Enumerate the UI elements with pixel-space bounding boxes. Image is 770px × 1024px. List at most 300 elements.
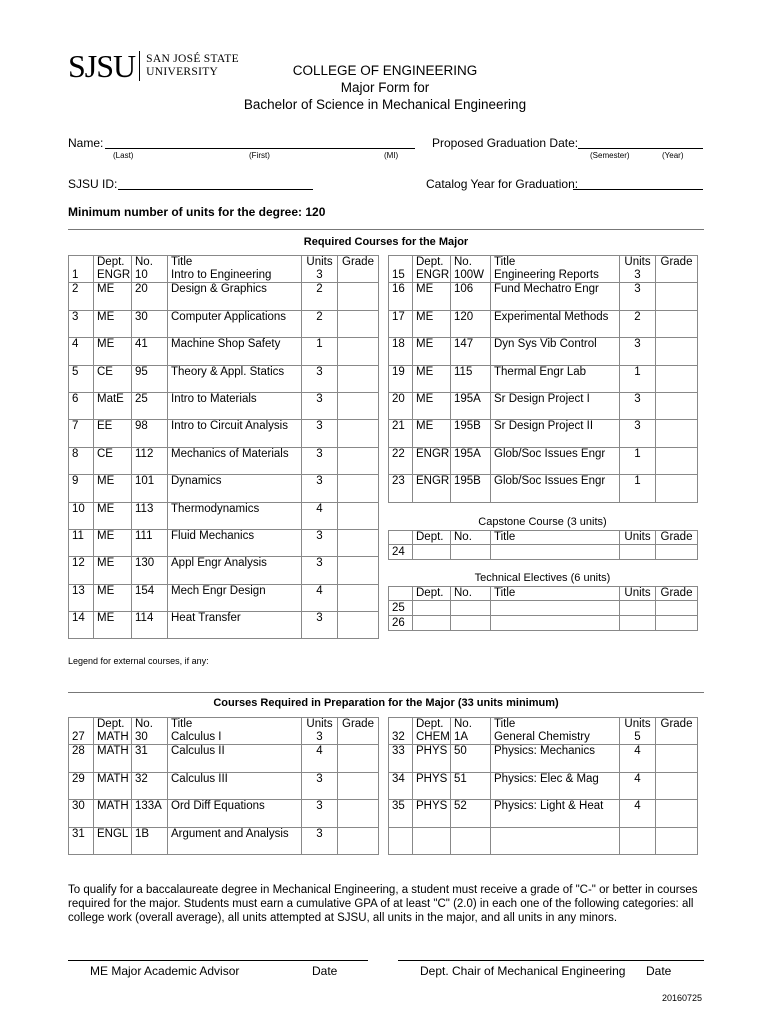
column-header: Units xyxy=(624,256,651,268)
column-header: Dept. xyxy=(97,256,125,268)
grade-cell[interactable] xyxy=(656,545,698,560)
prep-section-title: Courses Required in Preparation for the Major (33 units minimum) xyxy=(213,697,559,709)
column-header: No. xyxy=(451,531,491,545)
course-units xyxy=(302,420,338,447)
course-units xyxy=(302,772,338,799)
sjsu-id-field[interactable] xyxy=(118,175,313,190)
course-dept-value: MatE xyxy=(97,392,124,405)
course-title-field[interactable] xyxy=(491,545,620,560)
course-number-value: 147 xyxy=(454,338,474,351)
course-title xyxy=(168,310,302,337)
course-number xyxy=(132,310,168,337)
course-title xyxy=(491,256,620,283)
course-number-value: 50 xyxy=(454,745,467,758)
row-number: 25 xyxy=(389,601,413,616)
course-number xyxy=(132,745,168,772)
course-row xyxy=(389,745,698,772)
course-dept-value: PHYS xyxy=(416,745,448,758)
course-title xyxy=(168,800,302,827)
course-title-value: Mech Engr Design xyxy=(171,584,266,597)
course-dept-value: ENGL xyxy=(97,827,129,840)
grade-cell[interactable] xyxy=(656,447,698,474)
column-header: No. xyxy=(135,256,153,268)
column-header: No. xyxy=(454,256,472,268)
row-number-value: 27 xyxy=(72,731,85,744)
course-dept-value: ME xyxy=(97,584,115,597)
column-header: Dept. xyxy=(413,587,451,601)
course-dept-value: ME xyxy=(97,338,115,351)
column-header: Dept. xyxy=(413,531,451,545)
course-title-value: Sr Design Project I xyxy=(494,392,590,405)
course-number xyxy=(451,310,491,337)
course-row xyxy=(389,256,698,283)
course-row xyxy=(69,584,379,611)
course-units-value: 4 xyxy=(634,800,641,813)
heading-line2: Major Form for xyxy=(340,80,430,95)
course-title xyxy=(491,772,620,799)
course-title-value: Physics: Light & Heat xyxy=(494,800,604,813)
course-units-value: 2 xyxy=(316,310,323,323)
course-dept-value: ENGR xyxy=(416,269,450,281)
course-title xyxy=(168,745,302,772)
course-dept-value: MATH xyxy=(97,800,129,813)
course-dept-value: EE xyxy=(97,420,113,433)
course-units-value: 3 xyxy=(316,269,323,281)
row-number: 4 xyxy=(69,338,94,365)
course-title xyxy=(168,827,302,854)
course-units-value: 1 xyxy=(634,365,641,378)
course-units xyxy=(620,392,656,419)
grade-cell[interactable] xyxy=(338,584,379,611)
course-dept xyxy=(94,557,132,584)
course-units xyxy=(620,827,656,854)
course-dept xyxy=(413,283,451,310)
course-dept-value: MATH xyxy=(97,772,129,785)
grade-cell[interactable] xyxy=(338,420,379,447)
row-number: 34 xyxy=(389,772,413,799)
grade-cell[interactable] xyxy=(656,365,698,392)
course-units xyxy=(620,475,656,502)
course-row xyxy=(69,392,379,419)
course-title xyxy=(168,772,302,799)
major-courses-left-table xyxy=(68,255,379,639)
column-header: No. xyxy=(451,587,491,601)
course-dept xyxy=(94,283,132,310)
column-header: Units xyxy=(624,718,651,730)
course-number xyxy=(132,529,168,556)
course-title-value: Glob/Soc Issues Engr xyxy=(494,475,606,488)
grade-cell[interactable] xyxy=(338,718,379,745)
grade-cell[interactable] xyxy=(656,283,698,310)
course-units xyxy=(302,745,338,772)
row-number: 2 xyxy=(69,283,94,310)
catalog-year-label: Catalog Year for Graduation: xyxy=(426,177,579,191)
course-number xyxy=(451,447,491,474)
course-dept-value: CE xyxy=(97,447,113,460)
grade-cell[interactable] xyxy=(338,557,379,584)
logo-line2: UNIVERSITY xyxy=(146,66,219,78)
course-number-value: 1A xyxy=(454,731,469,743)
course-dept xyxy=(413,718,451,745)
grade-cell[interactable] xyxy=(338,529,379,556)
row-number: 16 xyxy=(389,283,413,310)
course-units xyxy=(620,420,656,447)
mi-sublabel: (MI) xyxy=(384,151,399,160)
grade-cell[interactable] xyxy=(338,338,379,365)
course-title-value: Dyn Sys Vib Control xyxy=(494,338,597,351)
heading-line3: Bachelor of Science in Mechanical Engineering xyxy=(243,97,527,112)
column-header: Title xyxy=(171,256,193,268)
sjsu-id-label: SJSU ID: xyxy=(68,177,118,191)
grade-cell[interactable] xyxy=(656,392,698,419)
course-title xyxy=(168,420,302,447)
advisor-signature-line[interactable] xyxy=(68,960,368,961)
row-number: 31 xyxy=(69,827,94,854)
course-units xyxy=(302,256,338,283)
course-number xyxy=(132,283,168,310)
row-number: 21 xyxy=(389,420,413,447)
grade-cell[interactable] xyxy=(338,310,379,337)
course-title-value: Physics: Elec & Mag xyxy=(494,772,599,785)
course-title xyxy=(491,745,620,772)
course-units xyxy=(302,827,338,854)
course-dept xyxy=(413,365,451,392)
requirements-paragraph: To qualify for a baccalaureate degree in Mechanical Engineering, a student must receive a grade of "C-" or better in courses required for the major. Students must earn a cumulative GPA of at least "C" (2.0) in each one of the following categories: all college work (overall average), all units attempted at SJSU, all units in the major, and all units in any minors. xyxy=(68,884,698,924)
form-code: 20160725 xyxy=(662,993,703,1003)
course-title-value: Appl Engr Analysis xyxy=(171,557,267,570)
name-label: Name: xyxy=(68,136,104,150)
course-dept-value: ME xyxy=(416,338,434,351)
advisor-date-label: Date xyxy=(312,964,338,978)
min-units-text: Minimum number of units for the degree: 120 xyxy=(68,205,326,219)
course-units xyxy=(620,283,656,310)
grade-cell[interactable] xyxy=(338,745,379,772)
course-number xyxy=(132,420,168,447)
row-number-header xyxy=(389,531,413,545)
course-dept-value: ME xyxy=(97,310,115,323)
grade-cell[interactable] xyxy=(656,475,698,502)
course-units xyxy=(620,745,656,772)
course-dept xyxy=(413,800,451,827)
course-dept xyxy=(94,745,132,772)
course-row xyxy=(69,827,379,854)
course-title-value: Ord Diff Equations xyxy=(171,800,265,813)
grade-cell[interactable] xyxy=(338,392,379,419)
course-title xyxy=(168,502,302,529)
course-number-value: 30 xyxy=(135,731,148,743)
row-number: 23 xyxy=(389,475,413,502)
course-row xyxy=(389,310,698,337)
course-row xyxy=(389,827,698,854)
row-number xyxy=(389,256,413,283)
course-number-value: 113 xyxy=(135,502,154,515)
course-number-value: 101 xyxy=(135,475,155,488)
course-title xyxy=(491,718,620,745)
grade-cell[interactable] xyxy=(656,718,698,745)
course-units-value: 3 xyxy=(316,475,323,488)
course-title-value: Dynamics xyxy=(171,475,222,488)
course-dept xyxy=(94,392,132,419)
column-header: No. xyxy=(454,718,472,730)
major-courses-right-table xyxy=(388,255,698,503)
course-number-value: 114 xyxy=(135,612,154,625)
course-title-value: Experimental Methods xyxy=(494,310,609,323)
grade-cell[interactable] xyxy=(656,827,698,854)
grade-cell[interactable] xyxy=(656,256,698,283)
course-units-value: 2 xyxy=(634,310,641,323)
course-units-value: 4 xyxy=(316,745,323,758)
course-dept-value: ENGR xyxy=(97,269,131,281)
course-number-field[interactable] xyxy=(451,616,491,631)
course-number-value: 195A xyxy=(454,392,481,405)
grade-cell[interactable] xyxy=(338,827,379,854)
course-number-value: 30 xyxy=(135,310,148,323)
course-title-value: Physics: Mechanics xyxy=(494,745,595,758)
course-number-value: 106 xyxy=(454,283,474,296)
course-number-value: 195B xyxy=(454,420,481,433)
course-number-field[interactable] xyxy=(451,601,491,616)
course-dept-field[interactable] xyxy=(413,545,451,560)
course-title-value: Calculus I xyxy=(171,731,222,743)
column-header: Title xyxy=(494,718,516,730)
course-units-value: 1 xyxy=(316,338,323,351)
course-row xyxy=(69,310,379,337)
course-row xyxy=(69,800,379,827)
course-title xyxy=(491,447,620,474)
course-units-field[interactable] xyxy=(620,601,656,616)
semester-sublabel: (Semester) xyxy=(590,151,630,160)
course-title-value: Heat Transfer xyxy=(171,612,241,625)
course-dept xyxy=(94,475,132,502)
course-title xyxy=(168,584,302,611)
grade-cell[interactable] xyxy=(338,256,379,283)
column-header: Title xyxy=(171,718,193,730)
course-units xyxy=(302,447,338,474)
course-units-value: 3 xyxy=(316,420,323,433)
course-units xyxy=(302,283,338,310)
chair-date-label: Date xyxy=(646,964,672,978)
grade-cell[interactable] xyxy=(656,800,698,827)
column-header: Grade xyxy=(660,256,693,268)
course-units xyxy=(302,718,338,745)
catalog-year-field[interactable] xyxy=(573,175,703,190)
course-dept-value: CE xyxy=(97,365,113,378)
column-header: Grade xyxy=(656,587,698,601)
course-dept-value: ME xyxy=(97,557,115,570)
course-number xyxy=(451,745,491,772)
row-number: 12 xyxy=(69,557,94,584)
course-units-value: 3 xyxy=(316,392,323,405)
grade-cell[interactable] xyxy=(656,338,698,365)
row-number-header xyxy=(389,587,413,601)
course-number-value: 133A xyxy=(135,800,162,813)
course-number-value: 1B xyxy=(135,827,150,840)
tech-electives-table xyxy=(388,586,698,631)
course-units xyxy=(302,584,338,611)
course-units xyxy=(620,718,656,745)
prep-courses-right-table xyxy=(388,717,698,855)
course-number xyxy=(451,283,491,310)
course-title xyxy=(168,392,302,419)
course-units-value: 4 xyxy=(316,502,323,515)
course-number-field[interactable] xyxy=(451,545,491,560)
course-dept-field[interactable] xyxy=(413,601,451,616)
course-units xyxy=(620,365,656,392)
course-title-value: Machine Shop Safety xyxy=(171,338,281,351)
grad-date-field[interactable] xyxy=(578,134,703,149)
grade-cell[interactable] xyxy=(656,745,698,772)
course-number xyxy=(132,502,168,529)
course-number xyxy=(451,800,491,827)
course-units xyxy=(302,475,338,502)
row-number: 19 xyxy=(389,365,413,392)
course-title-value: Computer Applications xyxy=(171,310,287,323)
course-row xyxy=(389,365,698,392)
row-number: 6 xyxy=(69,392,94,419)
course-number-value: 95 xyxy=(135,365,148,378)
course-row xyxy=(389,475,698,502)
course-dept xyxy=(94,447,132,474)
course-title-value: General Chemistry xyxy=(494,731,590,743)
grade-cell[interactable] xyxy=(338,772,379,799)
last-sublabel: (Last) xyxy=(113,151,134,160)
grade-cell[interactable] xyxy=(338,502,379,529)
grade-cell[interactable] xyxy=(656,616,698,631)
grade-cell[interactable] xyxy=(656,420,698,447)
course-units xyxy=(302,310,338,337)
column-header: No. xyxy=(135,718,153,730)
course-units-value: 4 xyxy=(634,772,641,785)
grad-date-label: Proposed Graduation Date: xyxy=(432,136,579,150)
course-dept xyxy=(413,475,451,502)
course-units xyxy=(302,800,338,827)
course-row xyxy=(69,338,379,365)
course-title xyxy=(168,475,302,502)
elective-row xyxy=(389,545,698,560)
year-sublabel: (Year) xyxy=(662,151,684,160)
grade-cell[interactable] xyxy=(338,447,379,474)
row-number-value: 32 xyxy=(392,731,405,744)
course-row xyxy=(389,338,698,365)
chair-signature-line[interactable] xyxy=(398,960,704,961)
course-number xyxy=(132,365,168,392)
course-dept-value: ENGR xyxy=(416,447,450,460)
grade-cell[interactable] xyxy=(656,310,698,337)
course-dept xyxy=(94,310,132,337)
course-number-value: 32 xyxy=(135,772,148,785)
grade-cell[interactable] xyxy=(656,772,698,799)
course-units-value: 3 xyxy=(634,420,641,433)
grade-cell[interactable] xyxy=(656,601,698,616)
grade-cell[interactable] xyxy=(338,365,379,392)
course-row xyxy=(69,718,379,745)
course-dept xyxy=(413,338,451,365)
course-units-value: 3 xyxy=(634,338,641,351)
course-number-value: 111 xyxy=(135,529,153,542)
course-units-field[interactable] xyxy=(620,616,656,631)
course-title-value: Engineering Reports xyxy=(494,269,599,281)
course-title-value: Intro to Engineering xyxy=(171,269,272,281)
course-number-value: 25 xyxy=(135,392,148,405)
grade-cell[interactable] xyxy=(338,612,379,639)
course-title-value: Calculus III xyxy=(171,772,228,785)
course-dept xyxy=(94,420,132,447)
course-dept-value: ENGR xyxy=(416,475,450,488)
course-dept-value: ME xyxy=(97,475,115,488)
row-number: 18 xyxy=(389,338,413,365)
tech-electives-title: Technical Electives (6 units) xyxy=(474,572,611,584)
course-units-field[interactable] xyxy=(620,545,656,560)
column-header: Grade xyxy=(656,531,698,545)
course-number-value: 31 xyxy=(135,745,148,758)
course-units xyxy=(302,529,338,556)
row-number: 29 xyxy=(69,772,94,799)
course-number-value: 10 xyxy=(135,269,148,281)
course-dept-value: ME xyxy=(416,365,434,378)
first-sublabel: (First) xyxy=(249,151,270,160)
course-number xyxy=(451,338,491,365)
column-header: Dept. xyxy=(416,256,444,268)
chair-label: Dept. Chair of Mechanical Engineering xyxy=(420,964,626,978)
column-header: Units xyxy=(306,256,333,268)
course-dept xyxy=(94,800,132,827)
course-dept-value: MATH xyxy=(97,745,129,758)
course-number xyxy=(451,420,491,447)
course-dept xyxy=(413,772,451,799)
course-units xyxy=(302,502,338,529)
logo-line1: SAN JOSÉ STATE xyxy=(146,53,239,65)
course-units-value: 5 xyxy=(634,731,641,743)
row-number xyxy=(69,718,94,745)
course-title-value: Fund Mechatro Engr xyxy=(494,283,599,296)
row-number: 17 xyxy=(389,310,413,337)
grade-cell[interactable] xyxy=(338,475,379,502)
course-dept xyxy=(94,827,132,854)
course-dept-field[interactable] xyxy=(413,616,451,631)
course-title xyxy=(168,612,302,639)
course-number xyxy=(451,475,491,502)
course-title xyxy=(168,557,302,584)
course-title-field[interactable] xyxy=(491,616,620,631)
course-dept xyxy=(413,310,451,337)
course-number xyxy=(132,256,168,283)
course-number xyxy=(451,772,491,799)
column-header: Title xyxy=(491,531,620,545)
course-units xyxy=(620,800,656,827)
grade-cell[interactable] xyxy=(338,800,379,827)
course-dept xyxy=(413,827,451,854)
grade-cell[interactable] xyxy=(338,283,379,310)
row-number: 3 xyxy=(69,310,94,337)
course-title xyxy=(491,827,620,854)
course-number-value: 112 xyxy=(135,447,154,460)
course-units-value: 4 xyxy=(634,745,641,758)
column-header: Title xyxy=(491,587,620,601)
elective-header-row xyxy=(389,531,698,545)
course-row xyxy=(69,447,379,474)
course-title-value: Thermal Engr Lab xyxy=(494,365,587,378)
course-number xyxy=(451,365,491,392)
course-title xyxy=(491,283,620,310)
row-number: 24 xyxy=(389,545,413,560)
course-units-value: 3 xyxy=(316,529,323,542)
course-title-field[interactable] xyxy=(491,601,620,616)
course-units xyxy=(620,310,656,337)
name-field[interactable] xyxy=(105,134,415,149)
capstone-table xyxy=(388,530,698,560)
column-header: Units xyxy=(620,531,656,545)
course-units-value: 1 xyxy=(634,447,641,460)
